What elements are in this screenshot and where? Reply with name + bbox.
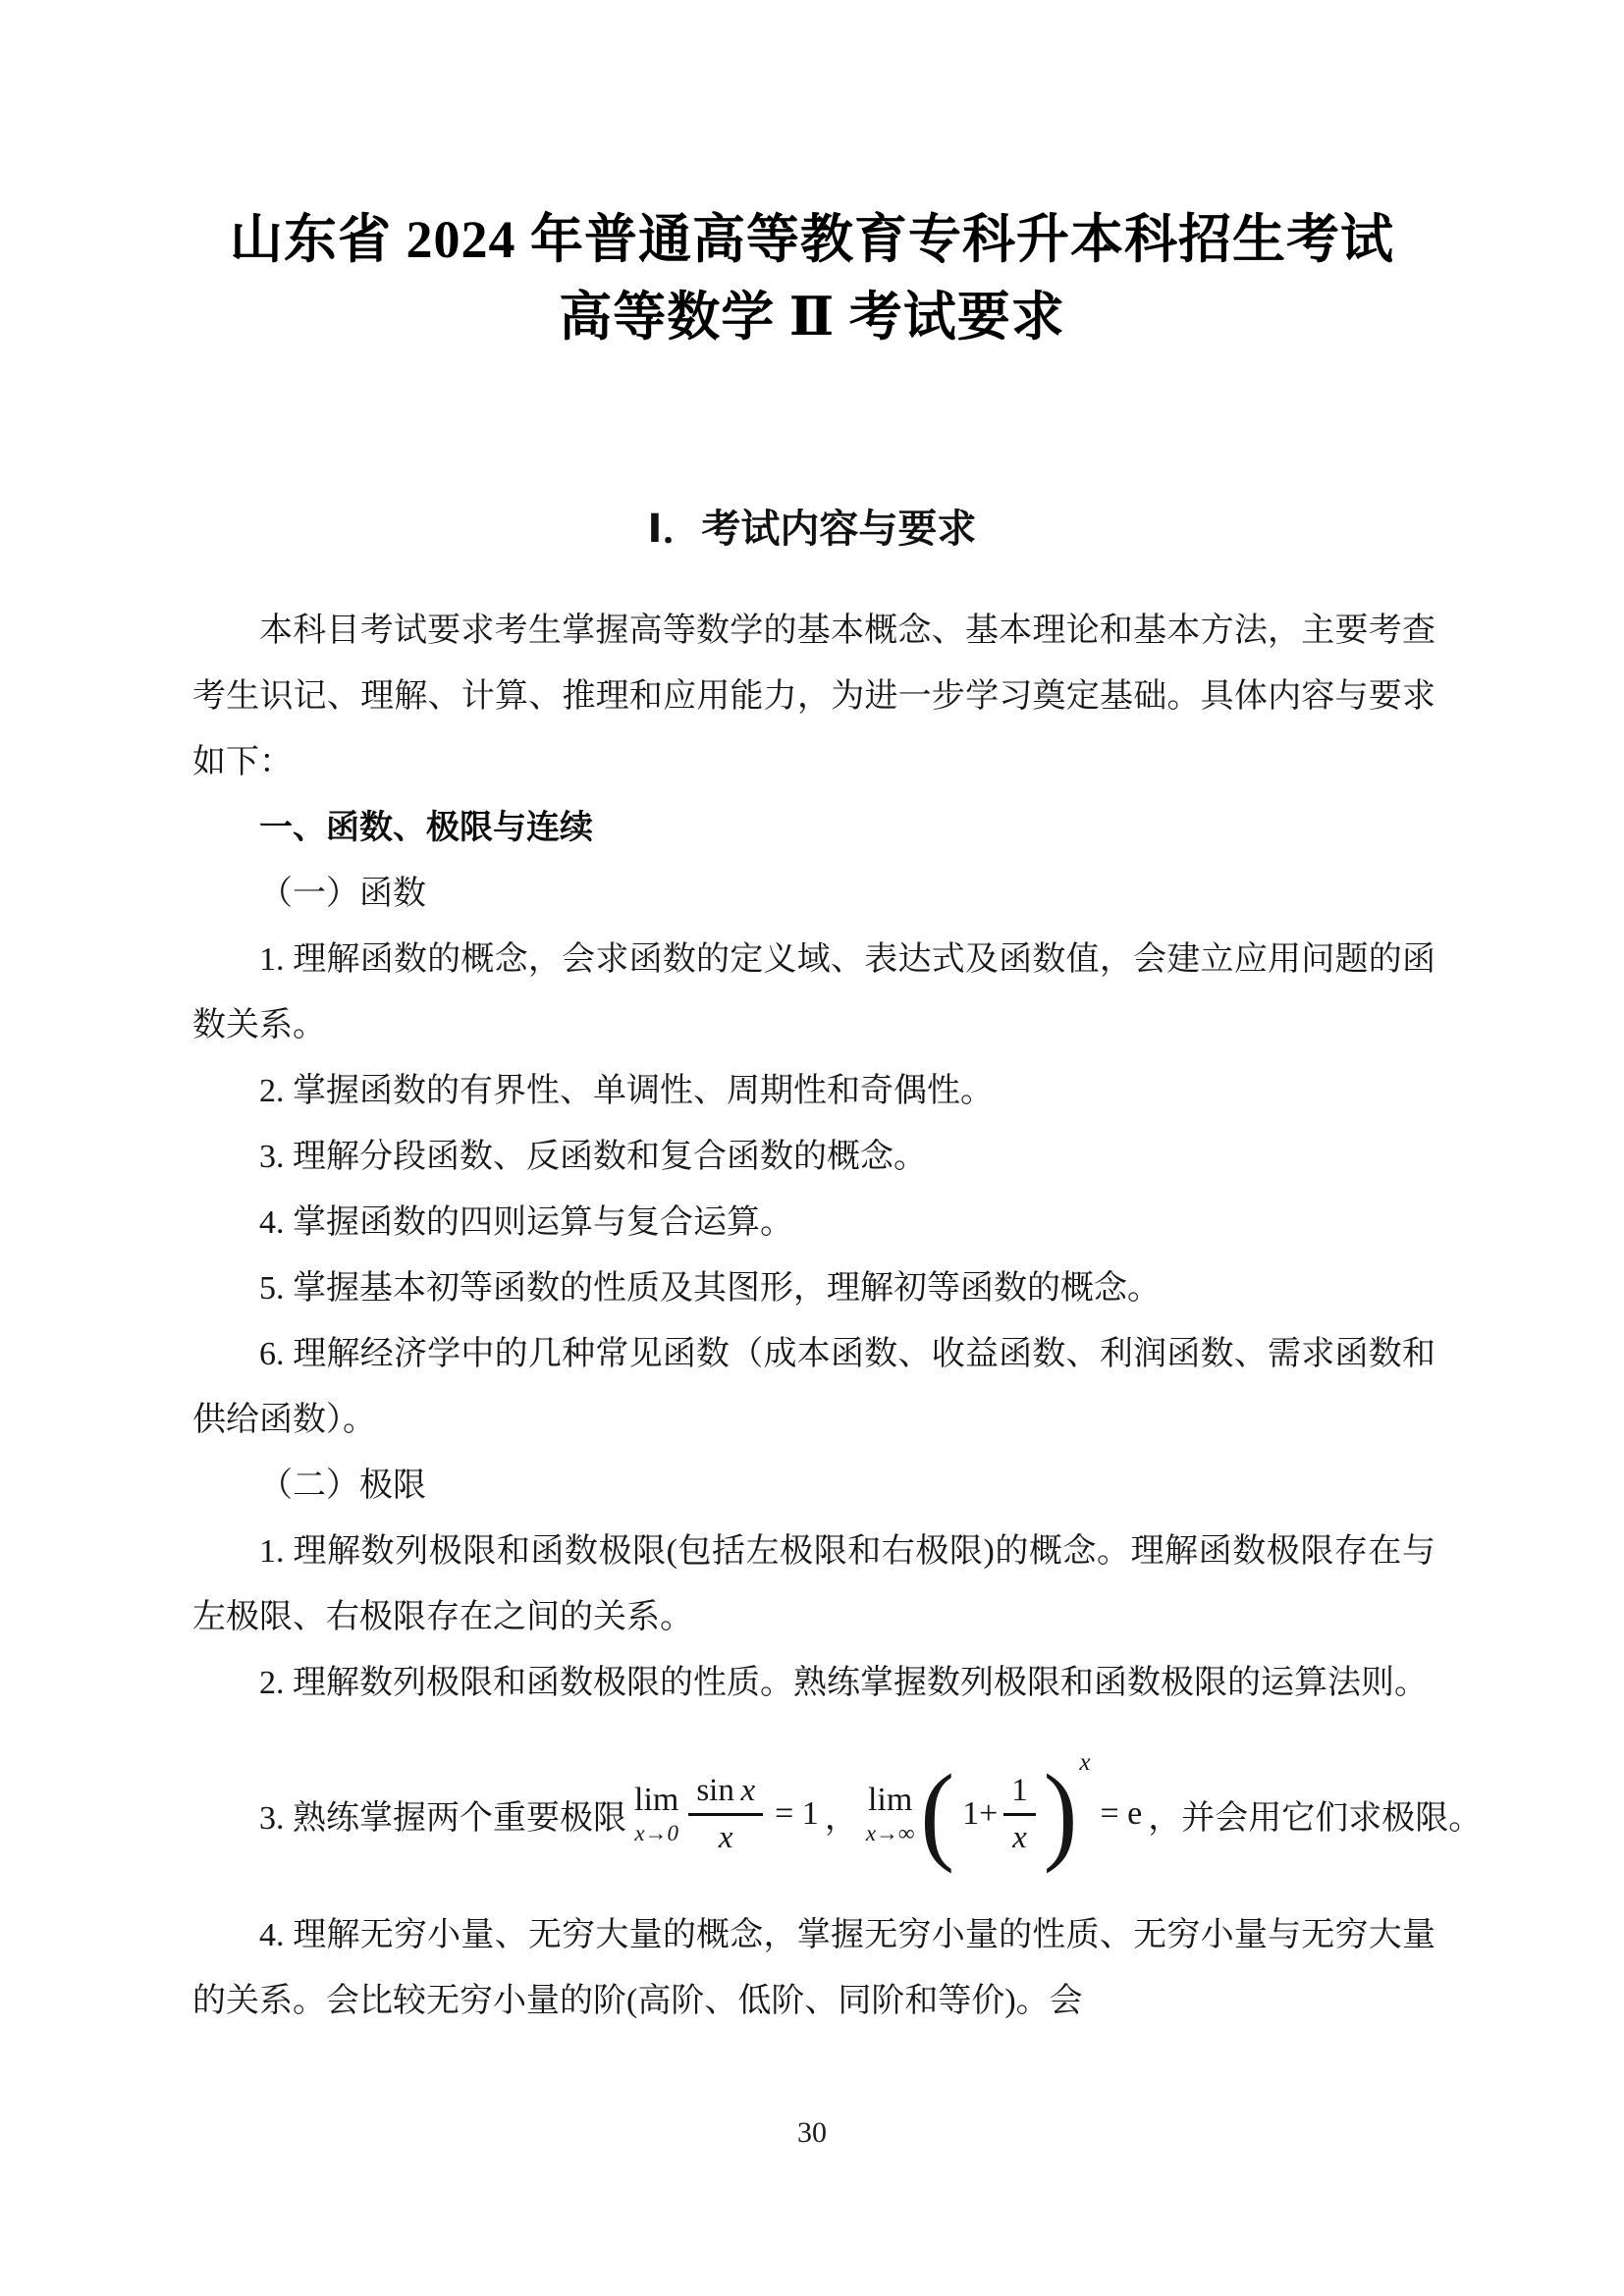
page-number: 30 [797, 2116, 827, 2149]
fraction-one-over-x [1003, 1774, 1036, 1854]
equals-e: = e [1100, 1795, 1143, 1832]
sub1-item-3: 3. 理解分段函数、反函数和复合函数的概念。 [259, 1139, 927, 1175]
fraction-numerator: sin x [696, 1772, 756, 1808]
limit-operator-1 [634, 1784, 678, 1844]
sub1-item-5: 5. 掌握基本初等函数的性质及其图形，理解初等函数的概念。 [259, 1270, 1161, 1307]
paragraph-intro: 本科目考试要求考生掌握高等数学的基本概念、基本理论和基本方法，主要考查考生识记、理解、计算、推理和应用能力，为进一步学习奠定基础。具体内容与要求如下： [192, 613, 1435, 780]
document-title-line2: 高等数学 Ⅱ 考试要求 [559, 288, 1065, 347]
open-paren: ( [920, 1751, 955, 1875]
sub2-item-4: 4. 理解无穷小量、无穷大量的概念，掌握无穷小量的性质、无穷小量与无穷大量的关系。会比较无穷小量的阶(高阶、低阶、同阶和等价)。会 [192, 1917, 1435, 2019]
lim-subscript-x-to-infinity: x→∞ [865, 1821, 915, 1845]
fraction-denominator: x [1003, 1813, 1036, 1855]
sub1-item-4: 4. 掌握函数的四则运算与复合运算。 [259, 1204, 793, 1241]
formula-prefix-text: 3. 熟练掌握两个重要极限 [259, 1799, 626, 1837]
equals-one: = 1 [775, 1795, 819, 1832]
fraction-sinx-over-x [688, 1774, 763, 1854]
section-heading: Ⅰ．考试内容与要求 [647, 507, 977, 551]
formula-suffix-text: ，并会用它们求极限。 [1148, 1799, 1483, 1837]
lim-subscript-x-to-0: x→0 [634, 1821, 679, 1845]
sub1-heading: （一）函数 [259, 876, 426, 912]
sub2-heading: （二）极限 [259, 1468, 426, 1504]
body-text [192, 598, 1483, 2034]
sub2-item-2: 2. 理解数列极限和函数极限的性质。熟练掌握数列极限和函数极限的运算法则。 [259, 1665, 1428, 1701]
fraction-denominator: x [688, 1813, 763, 1855]
exponent-x: x [1079, 1749, 1091, 1776]
formula-separator: ， [824, 1799, 858, 1837]
sub2-item-3-formula [192, 1741, 1483, 1887]
sub1-item-2: 2. 掌握函数的有界性、单调性、周期性和奇偶性。 [259, 1073, 994, 1109]
fraction-numerator: 1 [1011, 1772, 1028, 1808]
document-title-line1: 山东省 2024 年普通高等教育专科升本科招生考试 [230, 210, 1394, 269]
close-paren: ) [1043, 1751, 1078, 1875]
document-title [147, 201, 1477, 356]
lim-word: lim [867, 1782, 913, 1818]
lim-word: lim [634, 1782, 679, 1818]
chapter1-heading: 一、函数、极限与连续 [259, 809, 593, 846]
sub1-item-1: 1. 理解函数的概念，会求函数的定义域、表达式及函数值，会建立应用问题的函数关系。 [192, 941, 1435, 1043]
limit-operator-2 [866, 1784, 915, 1844]
sub1-item-6: 6. 理解经济学中的几种常见函数（成本函数、收益函数、利润函数、需求函数和供给函数）。 [192, 1336, 1435, 1438]
one-plus-term: 1+ [962, 1795, 999, 1832]
sub2-item-1: 1. 理解数列极限和函数极限(包括左极限和右极限)的概念。理解函数极限存在与左极限、右极限存在之间的关系。 [192, 1533, 1435, 1635]
